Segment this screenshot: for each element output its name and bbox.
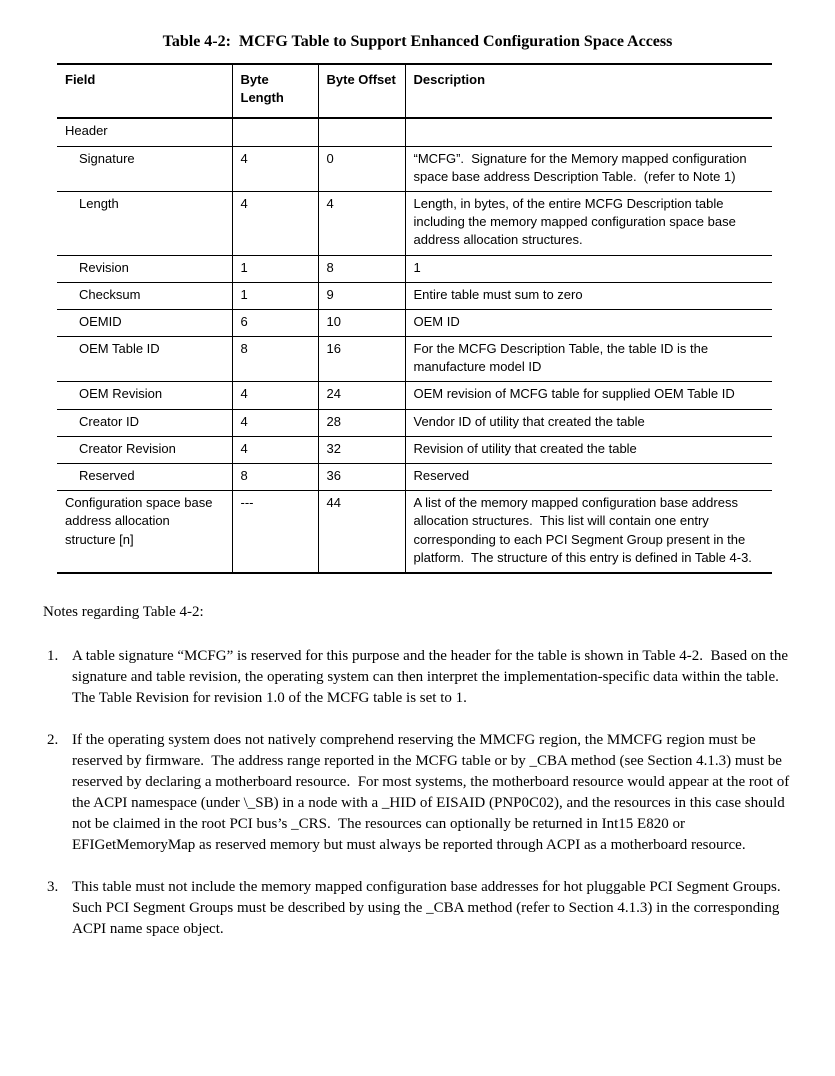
byte-offset-cell: 8 [318, 255, 405, 282]
note-item-1 [43, 646, 805, 709]
byte-offset-cell: 24 [318, 382, 405, 409]
table-caption: Table 4-2: MCFG Table to Support Enhanced Configuration Space Access [162, 33, 673, 50]
description-cell: Revision of utility that created the table [413, 440, 637, 456]
table-body [57, 118, 772, 573]
byte-offset-cell: 32 [318, 436, 405, 463]
byte-length-cell: 4 [232, 191, 318, 255]
description-cell: A list of the memory mapped configuration base address allocation structures. This list will contain one entry corresponding to each PCI Segment Group present in the platform. The structure of this entry is defined in Table 4-3. [413, 495, 752, 565]
description-cell: Length, in bytes, of the entire MCFG Description table including the memory mapped configuration space base address allocation structures. [413, 195, 740, 248]
description-cell: “MCFG”. Signature for the Memory mapped configuration space base address Description Table. (refer to Note 1) [413, 150, 751, 184]
byte-length-cell: 4 [232, 146, 318, 191]
field-cell: Creator Revision [57, 436, 232, 463]
column-header-description: Description [413, 72, 486, 87]
byte-length-cell: 4 [232, 409, 318, 436]
table-header-row [57, 64, 772, 118]
byte-length-cell: 6 [232, 309, 318, 336]
note-item-2 [43, 730, 805, 856]
table-row-length [57, 191, 772, 255]
byte-length-cell: 1 [232, 282, 318, 309]
table-row-reserved [57, 464, 772, 491]
byte-offset-cell: 4 [318, 191, 405, 255]
description-cell [405, 118, 772, 146]
note-number: 2. [47, 731, 59, 748]
table-row-oem-table-id [57, 337, 772, 382]
table-row-oem-revision [57, 382, 772, 409]
field-cell: OEMID [57, 309, 232, 336]
byte-offset-cell [318, 118, 405, 146]
field-cell: Header [57, 118, 232, 146]
description-cell: For the MCFG Description Table, the table ID is the manufacture model ID [413, 341, 712, 375]
byte-length-cell: 8 [232, 337, 318, 382]
byte-length-cell: 1 [232, 255, 318, 282]
note-text: A table signature “MCFG” is reserved for this purpose and the header for the table is shown in Table 4-2. Based on the signature and table revision, the operating system can then interpret the implementation-specific data within the table. The Table Revision for revision 1.0 of the MCFG table is set to 1. [72, 647, 792, 706]
field-cell: Length [57, 191, 232, 255]
field-cell: Revision [57, 255, 232, 282]
notes-heading: Notes regarding Table 4-2: [43, 603, 204, 620]
field-cell: OEM Revision [57, 382, 232, 409]
table-row-creator-id [57, 409, 772, 436]
byte-offset-cell: 44 [318, 491, 405, 573]
field-cell: Configuration space base address allocation structure [n] [57, 491, 232, 573]
document-page [0, 33, 835, 1076]
description-cell: OEM ID [413, 313, 460, 329]
column-header-field: Field [57, 64, 232, 118]
byte-offset-cell: 9 [318, 282, 405, 309]
byte-length-cell: 4 [232, 436, 318, 463]
field-cell: Checksum [57, 282, 232, 309]
column-header-byte-offset: Byte Offset [318, 64, 405, 118]
byte-length-cell [232, 118, 318, 146]
table-row-config-space-structure [57, 491, 772, 573]
byte-length-cell: --- [232, 491, 318, 573]
description-cell: Vendor ID of utility that created the table [413, 413, 645, 429]
byte-length-cell: 4 [232, 382, 318, 409]
note-text: If the operating system does not natively comprehend reserving the MMCFG region, the MMCFG region must be reserved by firmware. The address range reported in the MCFG table or by _CBA method (see Section 4.1.3) must be reserved by declaring a motherboard resource. For most systems, the motherboard resource would appear at the root of the ACPI namespace (under \_SB) in a node with a _HID of EISAID (PNP0C02), and the resources in this case should not be claimed in the root PCI bus’s _CRS. The resources can optionally be returned in Int15 E820 or EFIGetMemoryMap as reserved memory but must always be reported through ACPI as a motherboard resource. [72, 731, 794, 853]
note-number: 1. [47, 647, 59, 664]
note-item-3 [43, 877, 805, 940]
byte-offset-cell: 28 [318, 409, 405, 436]
description-cell: Entire table must sum to zero [413, 286, 583, 302]
field-cell: Reserved [57, 464, 232, 491]
description-cell: 1 [413, 259, 421, 275]
table-header [57, 64, 772, 118]
table-row-creator-revision [57, 436, 772, 463]
byte-length-cell: 8 [232, 464, 318, 491]
description-cell: Reserved [413, 468, 470, 483]
byte-offset-cell: 36 [318, 464, 405, 491]
table-row-revision [57, 255, 772, 282]
description-cell: OEM revision of MCFG table for supplied OEM Table ID [413, 386, 735, 402]
field-cell: Signature [57, 146, 232, 191]
byte-offset-cell: 10 [318, 309, 405, 336]
byte-offset-cell: 0 [318, 146, 405, 191]
notes-section [43, 602, 805, 940]
table-row-checksum [57, 282, 772, 309]
table-row-oemid [57, 309, 772, 336]
table-row-signature [57, 146, 772, 191]
mcfg-table [57, 63, 772, 574]
field-cell: OEM Table ID [57, 337, 232, 382]
column-header-byte-length: Byte Length [232, 64, 318, 118]
note-number: 3. [47, 878, 59, 895]
note-text: This table must not include the memory mapped configuration base addresses for hot pluggable PCI Segment Groups. Such PCI Segment Groups must be described by using the _CBA method (refer to Section 4.1.3) in the corresponding ACPI name space object. [72, 878, 789, 937]
table-row-header [57, 118, 772, 146]
byte-offset-cell: 16 [318, 337, 405, 382]
field-cell: Creator ID [57, 409, 232, 436]
